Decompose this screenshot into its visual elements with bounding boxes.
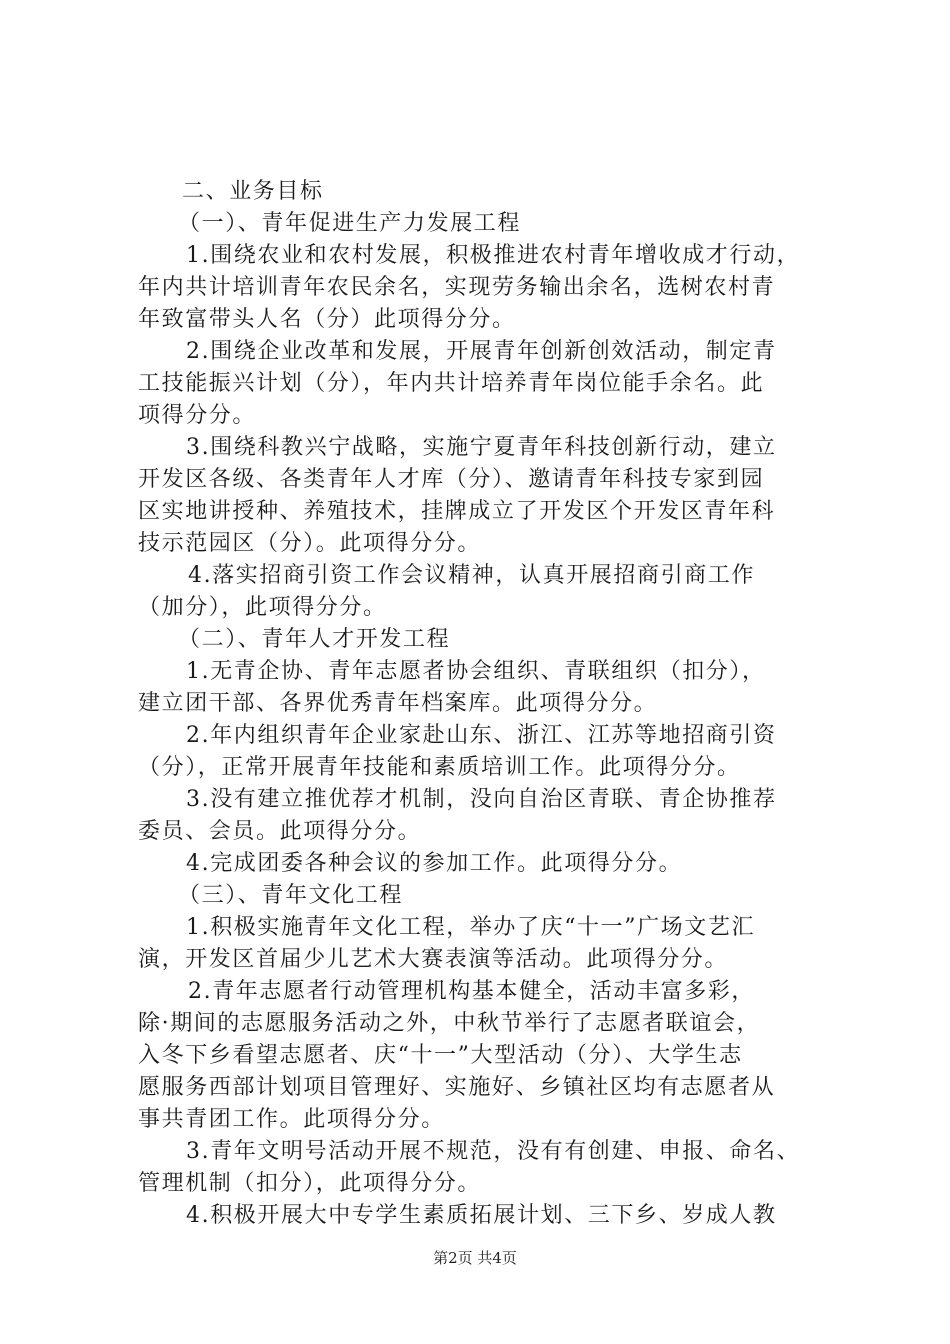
document-line: 4.完成团委各种会议的参加工作。此项得分分。 xyxy=(186,851,683,876)
document-line: 事共青团工作。此项得分分。 xyxy=(138,1107,445,1132)
document-line: （加分），此项得分分。 xyxy=(138,595,387,620)
document-line: 2.青年志愿者行动管理机构基本健全，活动丰富多彩， xyxy=(188,979,755,1004)
document-line: （二）、青年人才开发工程 xyxy=(178,627,451,652)
document-line: （一）、青年促进生产力发展工程 xyxy=(178,211,522,236)
document-line: 入冬下乡看望志愿者、庆“十一”大型活动（分）、大学生志 xyxy=(138,1043,743,1068)
document-line: 愿服务西部计划项目管理好、实施好、乡镇社区均有志愿者从 xyxy=(138,1075,776,1100)
document-body xyxy=(138,176,838,1232)
document-line: 年致富带头人名（分）此项得分分。 xyxy=(138,307,516,332)
document-line: 区实地讲授种、养殖技术，挂牌成立了开发区个开发区青年科 xyxy=(138,499,776,524)
document-line: 建立团干部、各界优秀青年档案库。此项得分分。 xyxy=(138,691,658,716)
document-line: 二、业务目标 xyxy=(182,179,324,204)
document-line: 管理机制（扣分），此项得分分。 xyxy=(138,1171,482,1196)
document-line: 1.无青企协、青年志愿者协会组织、青联组织（扣分）， xyxy=(186,659,766,684)
document-line: 工技能振兴计划（分），年内共计培养青年岗位能手余名。此 xyxy=(138,371,765,396)
document-line: 开发区各级、各类青年人才库（分）、邀请青年科技专家到园 xyxy=(138,467,765,492)
document-line: 4.积极开展大中专学生素质拓展计划、三下乡、岁成人教 xyxy=(186,1203,777,1228)
document-line: 2.年内组织青年企业家赴山东、浙江、江苏等地招商引资 xyxy=(186,723,777,748)
document-line: 委员、会员。此项得分分。 xyxy=(138,819,422,844)
document-line: 3.青年文明号活动开展不规范，没有有创建、申报、命名、 xyxy=(186,1139,801,1164)
document-line: 1.积极实施青年文化工程，举办了庆“十一”广场文艺汇 xyxy=(186,915,756,940)
document-line: 3.围绕科教兴宁战略，实施宁夏青年科技创新行动，建立 xyxy=(186,435,777,460)
document-line: 4.落实招商引资工作会议精神，认真开展招商引商工作 xyxy=(188,563,755,588)
document-line: 技示范园区（分）。此项得分分。 xyxy=(138,531,482,556)
document-line: 年内共计培训青年农民余名，实现劳务输出余名，选树农村青 xyxy=(138,275,776,300)
document-line: 3.没有建立推优荐才机制，没向自治区青联、青企协推荐 xyxy=(186,787,777,812)
document-line: 演，开发区首届少儿艺术大赛表演等活动。此项得分分。 xyxy=(138,947,729,972)
document-line: 项得分分。 xyxy=(138,403,257,428)
page-footer: 第2页 共4页 xyxy=(433,1249,517,1267)
document-line: 除·期间的志愿服务活动之外，中秋节举行了志愿者联谊会， xyxy=(138,1011,761,1036)
document-line: （三）、青年文化工程 xyxy=(178,883,404,908)
document-line: （分），正常开展青年技能和素质培训工作。此项得分分。 xyxy=(138,755,741,780)
document-line: 1.围绕农业和农村发展，积极推进农村青年增收成才行动， xyxy=(186,243,801,268)
document-line: 2.围绕企业改革和发展，开展青年创新创效活动，制定青 xyxy=(186,339,777,364)
